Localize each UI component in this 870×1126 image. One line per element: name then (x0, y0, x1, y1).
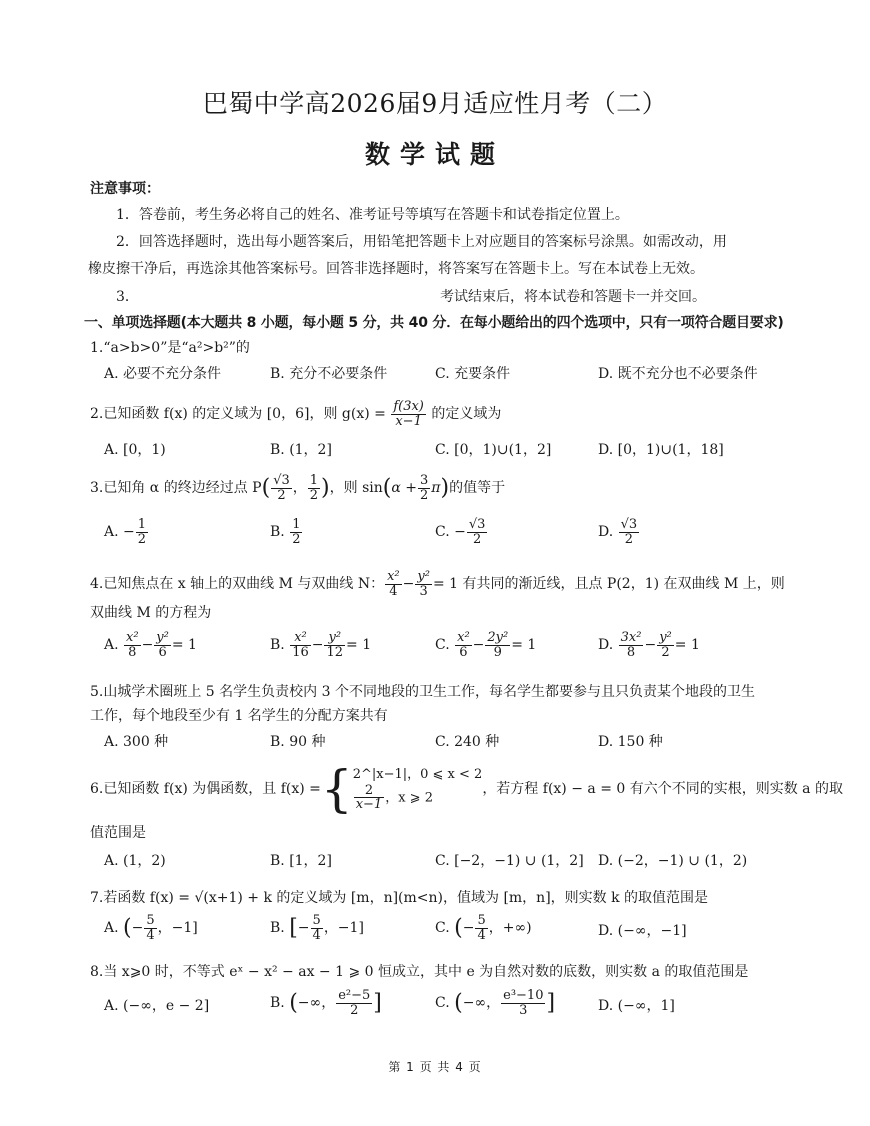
question-2-option-c: C. [0，1)∪(1，2] (435, 442, 552, 458)
question-8-option-d: D. (−∞，1] (598, 998, 675, 1014)
notice-item-2-line-1: 2．回答选择题时，选出每小题答案后，用铅笔把答题卡上对应题目的答案标号涂黑。如需改动，用 (116, 234, 727, 250)
section-heading: 一、单项选择题(本大题共 8 小题，每小题 5 分，共 40 分．在每小题给出的四个选项中，只有一项符合题目要求) (84, 315, 784, 331)
question-1-option-d: D. 既不充分也不必要条件 (598, 366, 758, 382)
question-6-option-c: C. [−2，−1) ∪ (1，2] (435, 853, 584, 869)
question-7-option-b: B. [− $\frac{5}{4}$ ，−1] (270, 913, 364, 943)
question-4-option-c: C. $\frac{\text{x²}}{6}$ − $\frac{\text{2y²}}{9}$ = 1 (435, 630, 537, 660)
notice-item-3-text: 考试结束后，将本试卷和答题卡一并交回。 (440, 289, 706, 305)
question-5-option-d: D. 150 种 (598, 734, 663, 750)
question-4-option-b: B. $\frac{\text{x²}}{16}$ − $\frac{\text{y²}}{12}$ = 1 (270, 630, 372, 660)
question-5-stem-line-1: 5.山城学术圈班上 5 名学生负责校内 3 个不同地段的卫生工作，每名学生都要参与且只负责某个地段的卫生 (90, 684, 755, 700)
q6-stem-pre: 6.已知函数 f(x) 为偶函数，且 f(x) = (90, 781, 321, 797)
question-4-option-d: D. $\frac{\text{3x²}}{8}$ − $\frac{\text{y²}}{2}$ = 1 (598, 630, 700, 660)
question-5-stem-line-2: 工作，每个地段至少有 1 名学生的分配方案共有 (90, 708, 388, 724)
page-subtitle: 数学试题 (364, 140, 505, 169)
question-2-option-b: B. (1，2] (270, 442, 332, 458)
question-5-option-b: B. 90 种 (270, 734, 326, 750)
question-1-option-c: C. 充要条件 (435, 366, 511, 382)
question-6-option-b: B. [1，2] (270, 853, 332, 869)
q4-stem-pre: 4.已知焦点在 x 轴上的双曲线 M 与双曲线 N： (90, 576, 385, 593)
question-1-option-b: B. 充分不必要条件 (270, 366, 388, 382)
question-7-option-a: A. (− $\frac{5}{4}$ ，−1] (104, 913, 198, 943)
notice-heading: 注意事项： (90, 181, 160, 197)
q2-fraction: $\frac{f(3x)}{x-1}$ (393, 399, 424, 429)
question-4-stem: 4.已知焦点在 x 轴上的双曲线 M 与双曲线 N： $\frac{\text{x²}}{4}$ − $\frac{\text{y²}}{3}$ = 1 有共同的渐近线，且点 P(2，1) 在双曲线 M 上，则 (90, 569, 785, 599)
q4-stem-post: = 1 有共同的渐近线，且点 P(2，1) 在双曲线 M 上，则 (432, 576, 785, 593)
question-3-option-b: B. $\frac{1}{2}$ (270, 517, 301, 547)
question-7-stem: 7.若函数 f(x) = √(x+1) + k 的定义域为 [m，n](m<n)，值域为 [m，n]，则实数 k 的取值范围是 (90, 890, 709, 906)
question-6-stem (90, 760, 843, 818)
question-2-option-d: D. [0，1)∪(1，18] (598, 442, 724, 458)
question-7-option-c: C. (− $\frac{5}{4}$ ，+∞) (435, 913, 532, 943)
notice-item-2-line-2: 橡皮擦干净后，再选涂其他答案标号。回答非选择题时，将答案写在答题卡上。写在本试卷上无效。 (88, 261, 704, 277)
question-1-option-a: A. 必要不充分条件 (104, 366, 222, 382)
question-8-stem: 8.当 x⩾0 时，不等式 eˣ − x² − ax − 1 ⩾ 0 恒成立，其中 e 为自然对数的底数，则实数 a 的取值范围是 (90, 964, 749, 980)
q3-sin-fraction: $\frac{3}{2}$ (420, 473, 429, 503)
notice-item-3-number: 3． (116, 289, 139, 305)
question-8-option-b: B. (−∞， $\frac{\text{e²−5}}{2}$ ] (270, 988, 382, 1018)
q2-stem-post: 的定义域为 (431, 406, 502, 423)
question-5-option-c: C. 240 种 (435, 734, 500, 750)
question-8-option-a: A. (−∞，e − 2] (104, 998, 210, 1014)
q6-brace: { (320, 760, 353, 818)
question-6-option-d: D. (−2，−1) ∪ (1，2) (598, 853, 748, 869)
q3-stem-mid: ，则 sin (329, 480, 383, 497)
question-3-option-d: D. $\frac{√3}{2}$ (598, 517, 638, 547)
question-2-stem (90, 400, 501, 428)
question-5-option-a: A. 300 种 (104, 734, 169, 750)
question-8-option-c: C. (−∞， $\frac{\text{e³−10}}{3}$ ] (435, 988, 556, 1018)
page-title: 巴蜀中学高2026届9月适应性月考（二） (202, 89, 668, 118)
q3-stem-pre: 3.已知角 α 的终边经过点 P (90, 480, 262, 497)
question-3-stem: 3.已知角 α 的终边经过点 P( $\frac{√3}{2}$ ， $\frac{1}{2}$ )，则 sin(α + $\frac{3}{2}$ π)的值等于 (90, 473, 506, 503)
page-footer: 第 1 页 共 4 页 (388, 1060, 482, 1074)
question-4-stem-line-2: 双曲线 M 的方程为 (90, 605, 212, 621)
question-2-option-a: A. [0，1) (104, 442, 166, 458)
question-3-option-a: A. − $\frac{1}{2}$ (104, 517, 147, 547)
question-6-option-a: A. (1，2) (104, 853, 166, 869)
q3-point-y: $\frac{1}{2}$ (309, 473, 319, 503)
question-3-option-c: C. − $\frac{√3}{2}$ (435, 517, 486, 547)
q3-point-x: $\frac{√3}{2}$ (273, 473, 290, 503)
question-4-option-a: A. $\frac{\text{x²}}{8}$ − $\frac{\text{y²}}{6}$ = 1 (104, 630, 197, 660)
question-1-stem: 1.“a>b>0”是“a²>b²”的 (90, 340, 250, 356)
question-6-stem-line-2: 值范围是 (90, 825, 146, 841)
q3-stem-post: 的值等于 (449, 480, 506, 497)
q6-stem-post: ，若方程 f(x) − a = 0 有六个不同的实根，则实数 a 的取 (482, 781, 843, 797)
q3-sin-pre: α + (391, 480, 417, 497)
question-7-option-d: D. (−∞，−1] (598, 923, 687, 939)
notice-item-1: 1．答卷前，考生务必将自己的姓名、准考证号等填写在答题卡和试卷指定位置上。 (116, 207, 629, 223)
q6-cases: 2^|x−1|，0 ⩽ x < 2 $\frac{2}{x-1}$ ，x ⩾ 2 (352, 767, 483, 813)
q2-stem-pre: 2.已知函数 f(x) 的定义域为 [0，6]，则 g(x) = (90, 406, 386, 423)
